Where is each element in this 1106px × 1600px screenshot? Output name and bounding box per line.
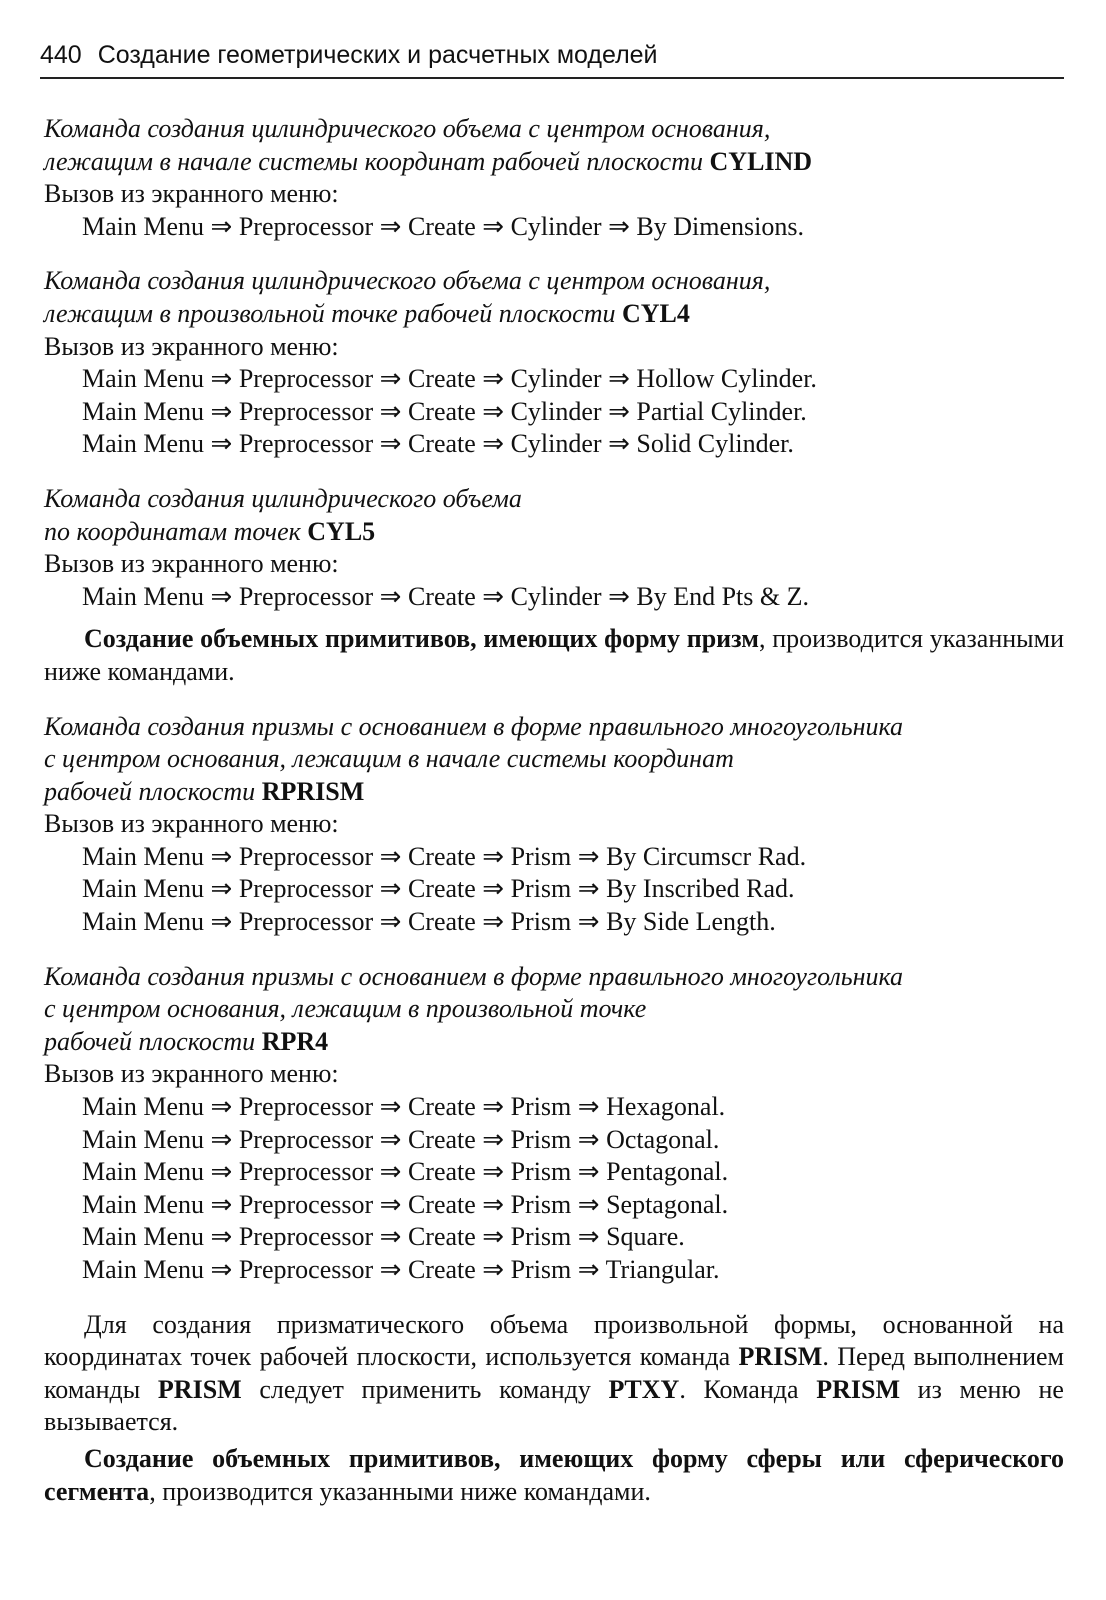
arrow-icon: ⇒ <box>482 581 505 611</box>
arrow-icon: ⇒ <box>482 1124 505 1154</box>
command-prism: PRISM <box>157 1374 242 1404</box>
menu-path <box>44 363 1064 396</box>
arrow-icon: ⇒ <box>379 841 402 871</box>
menu-path-step: Main Menu <box>82 874 205 904</box>
menu-path <box>44 841 1064 874</box>
menu-path-step: Create <box>407 581 476 611</box>
page-number: 440 <box>40 41 82 69</box>
arrow-icon: ⇒ <box>608 211 630 241</box>
command-name: RPR4 <box>261 1026 329 1056</box>
menu-path-step: Main Menu <box>82 396 205 426</box>
arrow-icon: ⇒ <box>210 1157 233 1187</box>
menu-path <box>44 1221 1064 1254</box>
arrow-icon: ⇒ <box>482 364 505 394</box>
arrow-icon: ⇒ <box>379 396 402 426</box>
menu-path-step: Main Menu <box>82 1157 205 1187</box>
menu-path <box>44 1124 1064 1157</box>
menu-path-step: Preprocessor <box>238 581 374 611</box>
menu-path-step: By Side Length. <box>606 907 776 937</box>
menu-path-step: Prism <box>510 841 572 871</box>
command-description-line <box>44 516 1064 549</box>
prism-commands <box>44 711 1064 1309</box>
command-description-line: Команда создания призмы с основанием в форме правильного многоугольника <box>44 961 904 991</box>
menu-path-step: Preprocessor <box>238 396 374 426</box>
menu-path-step: Main Menu <box>82 1255 205 1284</box>
command-description-line: Команда создания цилиндрического объема с центром основания, <box>44 114 771 143</box>
menu-path-step: Cylinder <box>510 211 602 241</box>
menu-path-step: Preprocessor <box>238 1255 374 1284</box>
prism-para-text-4: . Команда <box>679 1374 817 1404</box>
arrow-icon: ⇒ <box>210 429 233 459</box>
menu-path-step: Pentagonal. <box>606 1157 729 1187</box>
menu-path-step: Prism <box>510 1092 572 1122</box>
command-description <box>44 711 1064 809</box>
arrow-icon: ⇒ <box>379 211 402 241</box>
sphere-intro-text: , производится указанными ниже командами. <box>149 1476 651 1506</box>
menu-path-step: Preprocessor <box>238 1222 374 1252</box>
menu-path-step: By Inscribed Rad. <box>606 874 795 904</box>
arrow-icon: ⇒ <box>577 874 600 904</box>
arrow-icon: ⇒ <box>379 1092 402 1122</box>
menu-path-step: Create <box>407 1124 476 1154</box>
prism-para-text-5: из меню не вызывается. <box>44 1374 1064 1437</box>
arrow-icon: ⇒ <box>482 429 505 459</box>
sphere-intro-bold: Создание объемных примитивов, имеющих форму сферы или сферического сегмента <box>44 1443 1064 1506</box>
menu-path-step: Octagonal. <box>606 1124 720 1154</box>
running-header <box>40 38 1064 79</box>
menu-path <box>44 873 1064 906</box>
arrow-icon: ⇒ <box>379 429 402 459</box>
command-prism: PRISM <box>816 1374 900 1404</box>
command-description-line <box>44 776 1064 809</box>
menu-path-step: Preprocessor <box>238 211 374 241</box>
arrow-icon: ⇒ <box>482 211 505 241</box>
menu-path-step: Main Menu <box>82 364 205 394</box>
arrow-icon: ⇒ <box>379 1222 402 1252</box>
menu-path-step: Create <box>407 907 476 937</box>
menu-path-step: Solid Cylinder. <box>636 429 794 459</box>
spacer <box>44 939 1064 961</box>
cylinder-commands <box>44 113 1064 623</box>
arrow-icon: ⇒ <box>482 1189 505 1219</box>
menu-path-step: Create <box>407 396 476 426</box>
arrow-icon: ⇒ <box>210 396 233 426</box>
command-description-line: с центром основания, лежащим в начале системы координат <box>44 744 734 774</box>
arrow-icon: ⇒ <box>210 1222 233 1252</box>
arrow-icon: ⇒ <box>379 874 402 904</box>
command-description <box>44 483 1064 548</box>
menu-path-step: Prism <box>510 1222 572 1252</box>
menu-path <box>44 211 1064 244</box>
menu-path-step: Create <box>407 1222 476 1252</box>
command-description-text: лежащим в начале системы координат рабочей плоскости <box>44 146 710 176</box>
command-description <box>44 961 1064 1059</box>
menu-path-step: Main Menu <box>82 841 205 871</box>
menu-call-label: Вызов из экранного меню: <box>44 549 339 579</box>
spacer <box>44 243 1064 265</box>
arrow-icon: ⇒ <box>482 1255 505 1284</box>
menu-path <box>44 1254 1064 1287</box>
arrow-icon: ⇒ <box>482 841 505 871</box>
arrow-icon: ⇒ <box>577 1189 600 1219</box>
arrow-icon: ⇒ <box>608 364 630 394</box>
menu-path <box>44 1156 1064 1189</box>
arrow-icon: ⇒ <box>379 1124 402 1154</box>
arrow-icon: ⇒ <box>577 1222 600 1252</box>
arrow-icon: ⇒ <box>608 396 630 426</box>
menu-path-step: Prism <box>510 907 572 937</box>
menu-path-step: Create <box>407 1157 476 1187</box>
command-description-line <box>44 298 1064 331</box>
arrow-icon: ⇒ <box>379 1157 402 1187</box>
arrow-icon: ⇒ <box>482 1222 505 1252</box>
command-description-line: с центром основания, лежащим в произвольной точке <box>44 994 647 1024</box>
arrow-icon: ⇒ <box>608 581 630 611</box>
page-body <box>44 113 1064 1508</box>
command-name: CYL5 <box>307 516 376 546</box>
arrow-icon: ⇒ <box>210 841 233 871</box>
spacer <box>44 461 1064 483</box>
menu-path-step: Prism <box>510 1255 572 1284</box>
menu-path-step: Preprocessor <box>238 874 374 904</box>
menu-path-step: Hollow Cylinder. <box>636 364 817 394</box>
menu-path <box>44 1189 1064 1222</box>
menu-path <box>44 428 1064 461</box>
menu-path-step: Prism <box>510 1189 572 1219</box>
command-description <box>44 113 1064 178</box>
prism-intro-text: , производится указанными ниже командами. <box>44 624 1065 686</box>
arrow-icon: ⇒ <box>482 396 505 426</box>
arrow-icon: ⇒ <box>482 874 505 904</box>
menu-path-step: Main Menu <box>82 1222 205 1252</box>
arrow-icon: ⇒ <box>379 1255 402 1284</box>
menu-path-step: Create <box>407 429 476 459</box>
menu-path-step: Create <box>407 364 476 394</box>
menu-call-label: Вызов из экранного меню: <box>44 809 339 839</box>
arrow-icon: ⇒ <box>379 364 402 394</box>
menu-path-step: Preprocessor <box>238 907 374 937</box>
menu-call-label: Вызов из экранного меню: <box>44 331 339 361</box>
command-description-text: по координатам точек <box>44 516 308 546</box>
menu-call-label: Вызов из экранного меню: <box>44 179 339 209</box>
menu-path-step: Triangular. <box>605 1255 720 1284</box>
arrow-icon: ⇒ <box>210 1255 233 1284</box>
command-description-line <box>44 146 1064 179</box>
menu-path-step: Create <box>407 1255 476 1284</box>
menu-path-step: Create <box>407 1189 476 1219</box>
menu-path-step: Square. <box>606 1222 685 1252</box>
arrow-icon: ⇒ <box>210 874 233 904</box>
menu-path <box>44 396 1064 429</box>
menu-path-step: Create <box>407 874 476 904</box>
menu-path <box>44 581 1064 614</box>
arrow-icon: ⇒ <box>482 907 505 937</box>
arrow-icon: ⇒ <box>210 1189 233 1219</box>
command-description-text: рабочей плоскости <box>44 776 262 806</box>
arrow-icon: ⇒ <box>210 581 233 611</box>
command-description-line <box>44 1026 1064 1059</box>
command-name: CYLIND <box>709 146 813 176</box>
menu-path-step: Preprocessor <box>238 1092 374 1122</box>
menu-path-step: Main Menu <box>82 1124 205 1154</box>
menu-path-step: Cylinder <box>510 581 602 611</box>
menu-call-label: Вызов из экранного меню: <box>44 1059 339 1089</box>
spacer <box>44 1287 1064 1309</box>
arrow-icon: ⇒ <box>577 1092 600 1122</box>
arrow-icon: ⇒ <box>577 1255 600 1284</box>
prism-intro-bold: Создание объемных примитивов, имеющих форму призм <box>84 624 759 654</box>
command-description-line: Команда создания цилиндрического объема с центром основания, <box>44 266 771 296</box>
menu-path-step: Preprocessor <box>238 1157 374 1187</box>
prism-para-text-2: . Перед выполнением команды <box>44 1342 1064 1404</box>
menu-path-step: Cylinder <box>510 364 602 394</box>
command-prism: PRISM <box>738 1342 823 1372</box>
command-description-line: Команда создания цилиндрического объема <box>44 483 522 513</box>
menu-path-step: Create <box>407 211 476 241</box>
sphere-intro-paragraph <box>44 1443 1064 1508</box>
arrow-icon: ⇒ <box>482 1157 505 1187</box>
menu-path-step: Hexagonal. <box>606 1092 726 1122</box>
arrow-icon: ⇒ <box>210 907 233 937</box>
command-ptxy: PTXY <box>608 1374 680 1404</box>
arrow-icon: ⇒ <box>210 211 233 241</box>
menu-path-step: By End Pts & Z. <box>636 581 810 611</box>
menu-path <box>44 906 1064 939</box>
menu-path-step: Partial Cylinder. <box>636 396 807 426</box>
command-name: CYL4 <box>621 298 690 328</box>
menu-path-step: Preprocessor <box>238 841 374 871</box>
menu-path-step: Preprocessor <box>238 1189 374 1219</box>
arrow-icon: ⇒ <box>210 1124 233 1154</box>
menu-path-step: Cylinder <box>510 429 602 459</box>
prism-paragraph <box>44 1309 1064 1439</box>
menu-path-step: By Circumscr Rad. <box>606 841 807 871</box>
command-name: RPRISM <box>261 776 365 806</box>
menu-path <box>44 1091 1064 1124</box>
menu-path-step: Preprocessor <box>238 364 374 394</box>
command-description-line: Команда создания призмы с основанием в форме правильного многоугольника <box>44 711 904 741</box>
arrow-icon: ⇒ <box>608 429 630 459</box>
spacer <box>44 613 1064 623</box>
menu-path-step: Create <box>407 1092 476 1122</box>
menu-path-step: Main Menu <box>82 581 205 611</box>
menu-path-step: Prism <box>510 1157 572 1187</box>
prism-para-text-3: следует применить команду <box>241 1374 609 1404</box>
command-description-text: рабочей плоскости <box>44 1026 262 1056</box>
menu-path-step: Main Menu <box>82 907 205 937</box>
menu-path-step: Main Menu <box>82 429 205 459</box>
menu-path-step: Prism <box>510 1124 572 1154</box>
arrow-icon: ⇒ <box>577 1124 600 1154</box>
menu-path-step: Main Menu <box>82 1092 205 1122</box>
running-title: Создание геометрических и расчетных моделей <box>97 41 658 69</box>
command-description-text: лежащим в произвольной точке рабочей плоскости <box>44 298 622 328</box>
menu-path-step: Main Menu <box>82 1189 205 1219</box>
menu-path-step: Preprocessor <box>238 429 374 459</box>
arrow-icon: ⇒ <box>379 907 402 937</box>
arrow-icon: ⇒ <box>577 841 600 871</box>
arrow-icon: ⇒ <box>379 1189 402 1219</box>
command-description <box>44 265 1064 330</box>
menu-path-step: Preprocessor <box>238 1124 374 1154</box>
arrow-icon: ⇒ <box>210 364 233 394</box>
menu-path-step: Create <box>407 841 476 871</box>
menu-path-step: Cylinder <box>510 396 602 426</box>
menu-path-step: Prism <box>510 874 572 904</box>
arrow-icon: ⇒ <box>577 1157 600 1187</box>
prism-intro-paragraph <box>44 623 1064 688</box>
arrow-icon: ⇒ <box>210 1092 233 1122</box>
arrow-icon: ⇒ <box>577 907 600 937</box>
arrow-icon: ⇒ <box>379 581 402 611</box>
arrow-icon: ⇒ <box>482 1092 505 1122</box>
menu-path-step: Main Menu <box>82 211 205 241</box>
menu-path-step: By Dimensions. <box>636 211 804 241</box>
menu-path-step: Septagonal. <box>606 1189 729 1219</box>
prism-para-text-1: Для создания призматического объема произвольной формы, основанной на координатах точек рабочей плоскости, используется команда <box>44 1309 1064 1372</box>
